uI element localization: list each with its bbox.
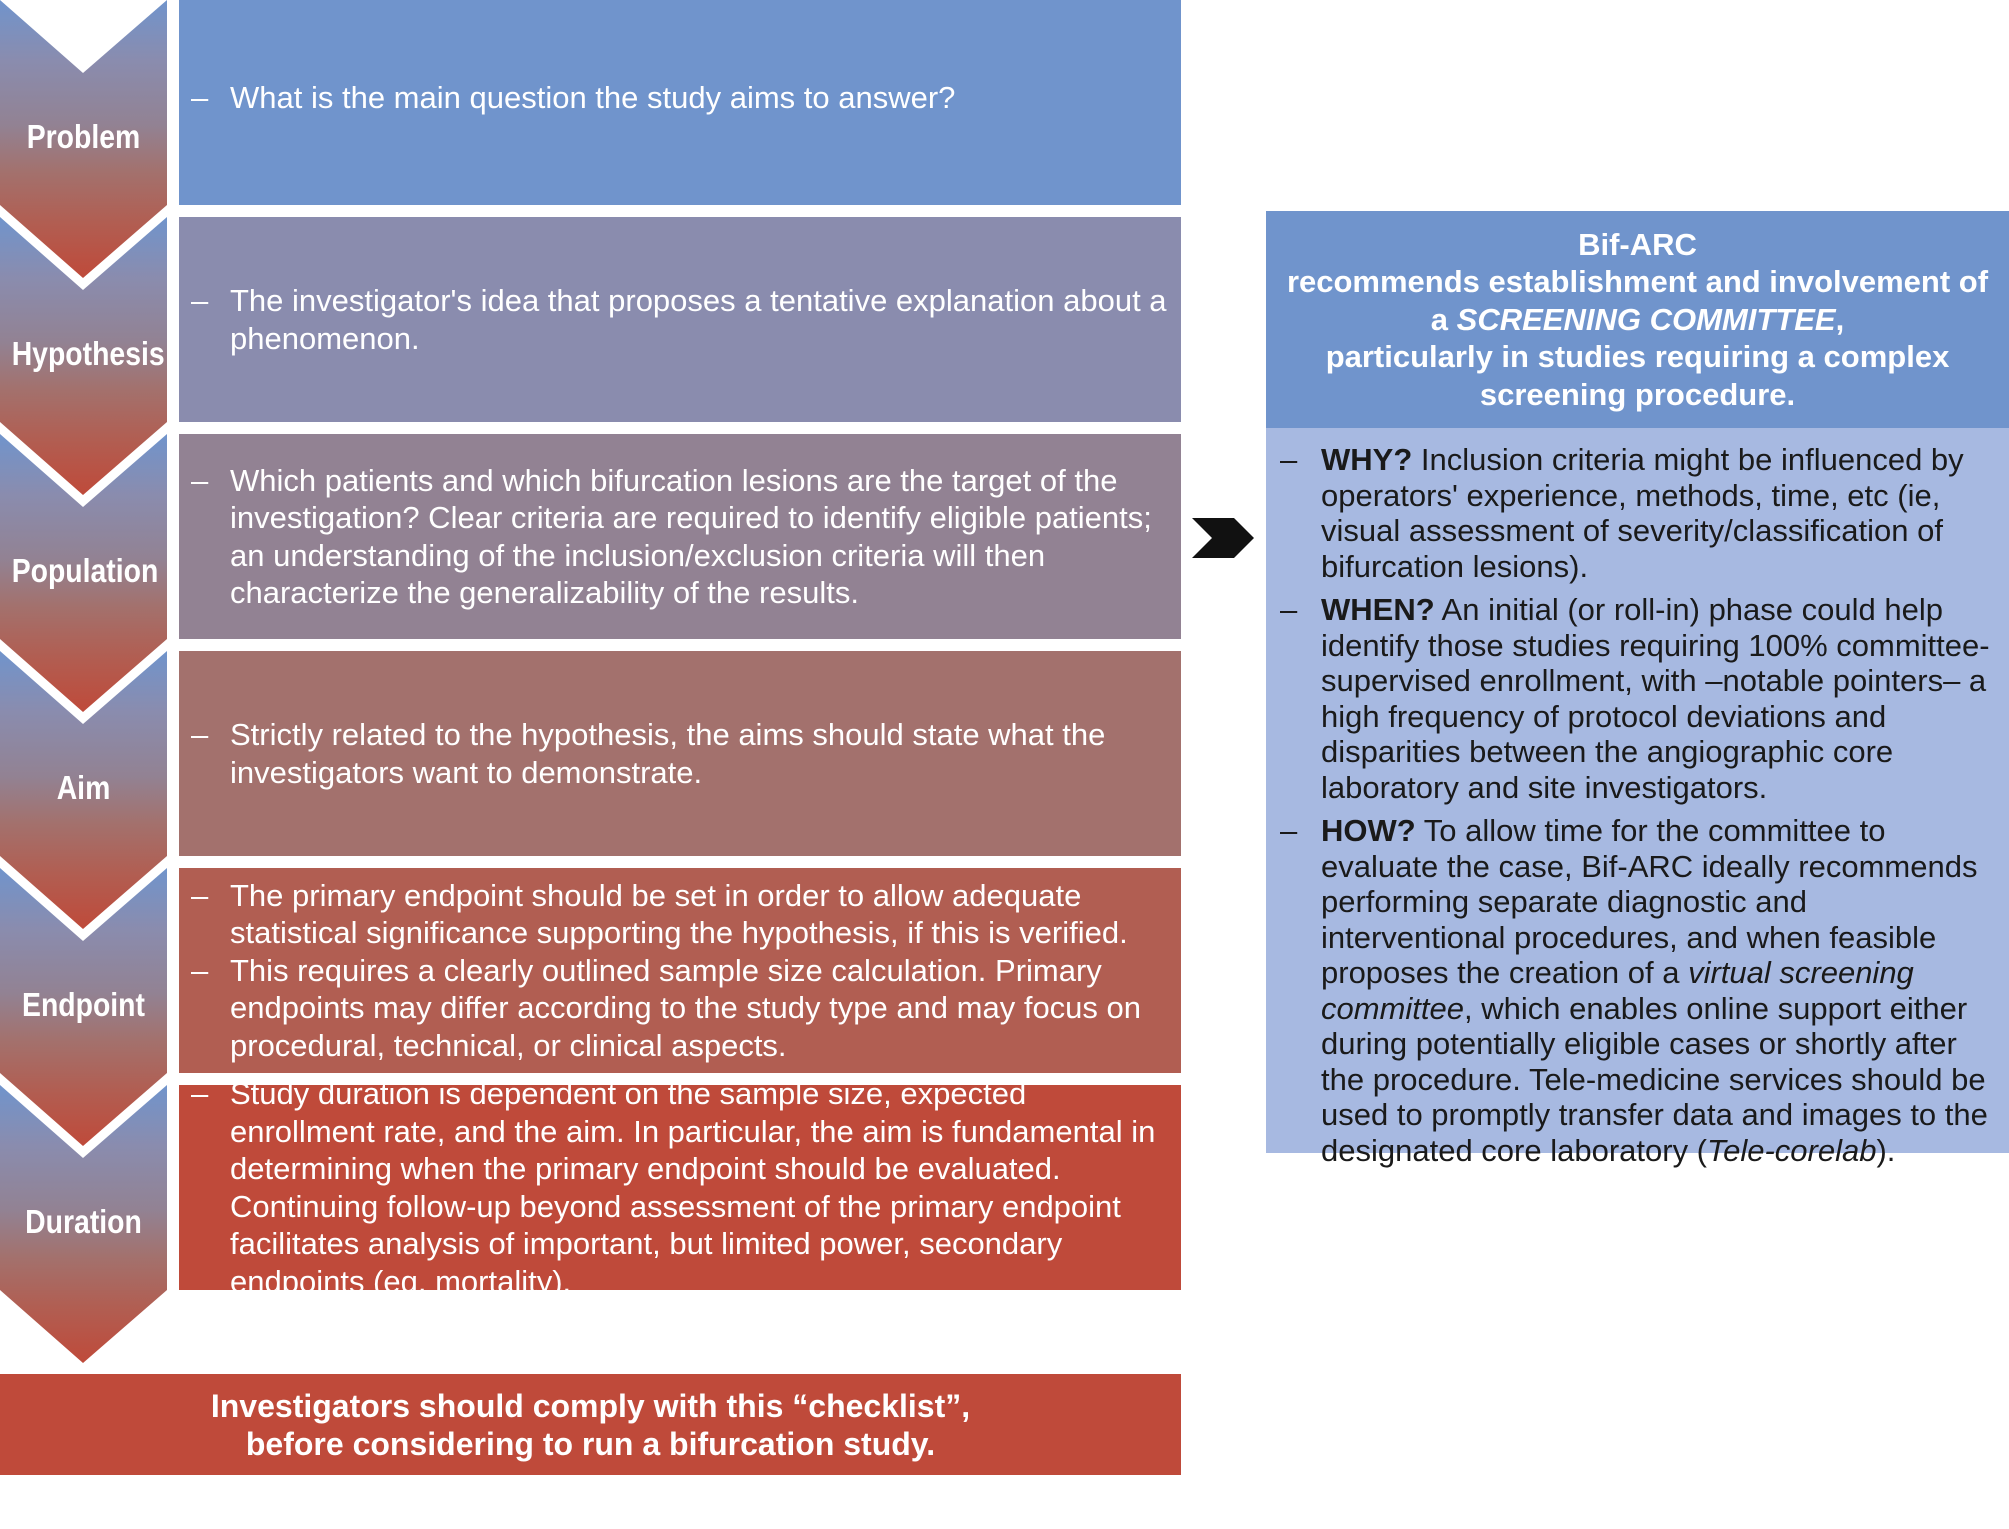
recommendation-body xyxy=(1266,428,2009,1168)
rec-text-when: An initial (or roll-in) phase could help identify those studies requiring 100% committee-supervised enrollment, with –notable pointers– a high frequency of protocol deviations and disparities between the angiographic core laboratory and site investigators. xyxy=(1321,592,1990,805)
screening-committee-emphasis: SCREENING COMMITTEE xyxy=(1456,301,1836,337)
stage-box-problem xyxy=(179,0,1181,205)
rec-question-how: HOW? xyxy=(1321,813,1416,848)
stage-label-population: Population xyxy=(11,552,159,589)
rec-question-when: WHEN? xyxy=(1321,592,1435,627)
rec-question-why: WHY? xyxy=(1321,442,1413,477)
tele-corelab-emphasis: Tele-corelab xyxy=(1707,1132,1877,1168)
chevron-column xyxy=(0,0,180,1370)
virtual-screening-committee-emphasis: virtual screening committee xyxy=(1321,955,1914,1026)
stage-bullet: – Strictly related to the hypothesis, the aims should state what the investigators want to demonstrate. xyxy=(179,716,1173,791)
checklist-footer xyxy=(0,1374,1181,1475)
rec-item-when xyxy=(1266,592,1991,805)
chevron-right-icon xyxy=(1192,518,1254,558)
stage-bullet: – Which patients and which bifurcation lesions are the target of the investigation? Clear criteria are required to identify eligible patients; an understanding of the inclusion/exclusion criteria will then characterize the generalizability of the results. xyxy=(179,462,1173,612)
recommendation-header xyxy=(1266,211,2009,428)
stage-label-problem: Problem xyxy=(26,118,141,155)
stage-label-hypothesis: Hypothesis xyxy=(11,335,165,372)
rec-line-5: screening procedure. xyxy=(1479,376,1796,412)
rec-line-2: recommends establishment and involvement of xyxy=(1286,264,1989,300)
rec-item-how: – HOW? To allow time for the committee to evaluate the case, Bif-ARC ideally recommends performing separate diagnostic and interventional procedures, and when feasible proposes the creation of a virtual screening committee, which enables online support either during potentially eligible cases or shortly after the procedure. Tele-medicine services should be used to promptly transfer data and images to the designated core laboratory (Tele-corelab). xyxy=(1266,813,1991,1168)
rec-text-why: Inclusion criteria might be influenced by operators' experience, methods, time, etc (ie, visual assessment of severity/classification of bifurcation lesions). xyxy=(1321,442,1964,584)
stage-bullet: – What is the main question the study aims to answer? xyxy=(179,79,1173,117)
stage-box-aim xyxy=(179,651,1181,856)
stage-box-hypothesis xyxy=(179,217,1181,422)
footer-line-2: before considering to run a bifurcation study. xyxy=(245,1425,936,1462)
stage-box-population xyxy=(179,434,1181,639)
stage-box-duration xyxy=(179,1076,1181,1299)
stage-bullet: – This requires a clearly outlined sample size calculation. Primary endpoints may differ according to the study type and may focus on procedural, technical, or clinical aspects. xyxy=(179,952,1173,1065)
rec-item-why xyxy=(1266,442,1991,584)
stage-bullet: – Study duration is dependent on the sample size, expected enrollment rate, and the aim. In particular, the aim is fundamental in determining when the primary endpoint should be evaluated. Continuing follow-up beyond assessment of the primary endpoint facilitates analysis of important, but limited power, secondary endpoints (eg, mortality). xyxy=(179,1075,1173,1300)
rec-line-4: particularly in studies requiring a complex xyxy=(1325,339,1950,375)
rec-title: Bif-ARC xyxy=(1578,226,1697,262)
stage-label-aim: Aim xyxy=(56,769,111,806)
stage-bullet: – The investigator's idea that proposes a tentative explanation about a phenomenon. xyxy=(179,282,1173,357)
stage-box-endpoint xyxy=(179,868,1181,1073)
stage-label-endpoint: Endpoint xyxy=(22,986,145,1023)
stage-bullet: – The primary endpoint should be set in order to allow adequate statistical significance supporting the hypothesis, if this is verified. xyxy=(179,877,1173,952)
footer-line-1: Investigators should comply with this “checklist”, xyxy=(210,1387,971,1424)
rec-line-3: a SCREENING COMMITTEE, xyxy=(1430,301,1845,337)
stage-label-duration: Duration xyxy=(25,1203,142,1240)
